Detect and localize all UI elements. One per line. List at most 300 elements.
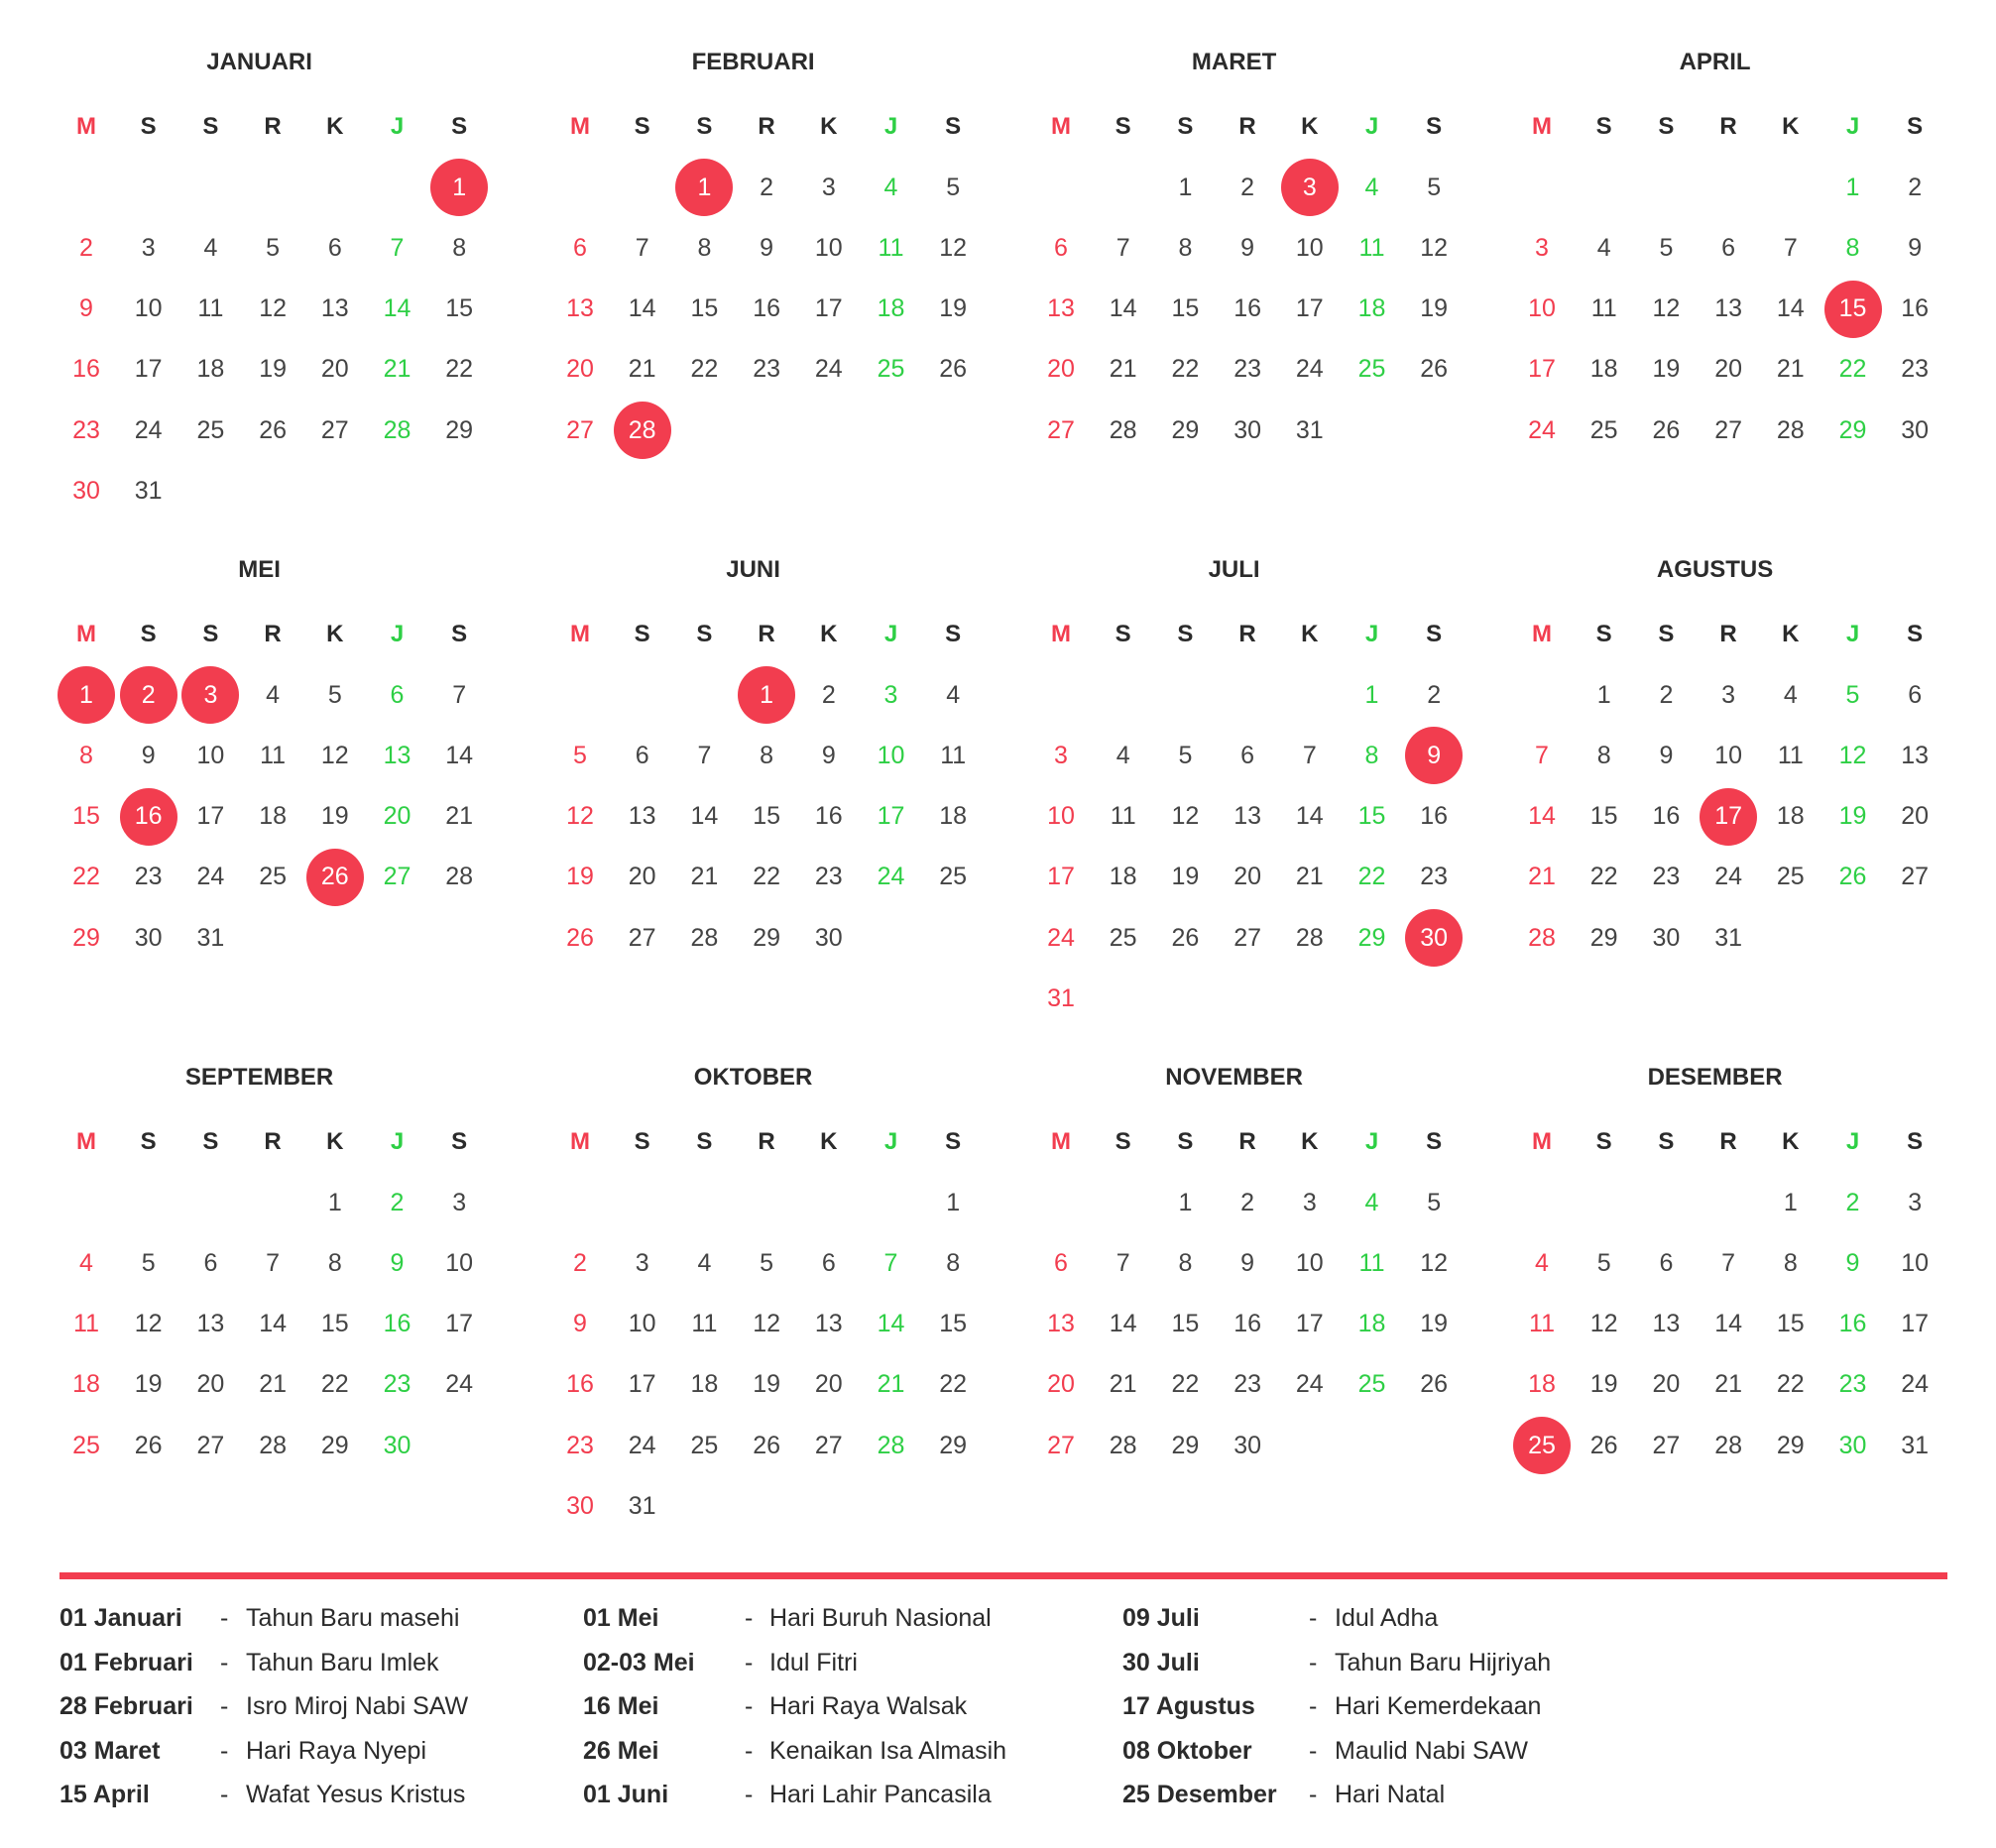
day: 7 [452, 680, 467, 709]
day: 18 [196, 355, 225, 384]
day: 29 [1589, 923, 1618, 952]
holiday-day: 3 [181, 666, 239, 724]
day: 13 [814, 1310, 843, 1338]
day: 13 [1901, 741, 1930, 769]
day: 22 [72, 863, 100, 891]
day: 10 [445, 1248, 474, 1277]
month-oktober [553, 1063, 1019, 1539]
day: 4 [1535, 1248, 1549, 1277]
day: 17 [1047, 863, 1075, 891]
day: 16 [566, 1370, 594, 1399]
day: 4 [1364, 1188, 1379, 1216]
weekday-label: S [634, 621, 650, 647]
day: 6 [635, 741, 649, 769]
weekday-label: J [390, 621, 405, 647]
day: 23 [1838, 1370, 1867, 1399]
legend-separator: - [1309, 1604, 1318, 1632]
weekday-label: S [1658, 621, 1675, 647]
legend-separator: - [1309, 1692, 1318, 1720]
day: 15 [320, 1310, 349, 1338]
day: 8 [452, 233, 467, 262]
day: 15 [1171, 1310, 1200, 1338]
month-maret [1034, 48, 1500, 523]
weekday-label: S [1177, 1128, 1194, 1155]
day: 4 [203, 233, 218, 262]
legend-holiday-name: Idul Fitri [769, 1648, 858, 1676]
day: 3 [1302, 1188, 1317, 1216]
day: 12 [1420, 233, 1449, 262]
day: 28 [259, 1431, 287, 1459]
day: 27 [566, 415, 594, 444]
day: 14 [877, 1310, 905, 1338]
day: 22 [445, 355, 474, 384]
day: 12 [134, 1310, 163, 1338]
day: 21 [1528, 863, 1556, 891]
weekday-label: S [140, 1128, 157, 1155]
legend-date: 01 Mei [583, 1604, 659, 1632]
weekday-label: S [1115, 621, 1131, 647]
day: 27 [628, 923, 656, 952]
day: 2 [1908, 173, 1923, 201]
day: 5 [1178, 741, 1193, 769]
day: 15 [753, 802, 780, 831]
day: 3 [141, 233, 156, 262]
day: 18 [1589, 355, 1618, 384]
day: 16 [1420, 802, 1449, 831]
day: 29 [445, 415, 474, 444]
legend-holiday-name: Tahun Baru Imlek [246, 1648, 439, 1676]
day: 9 [1240, 1248, 1255, 1277]
day: 13 [196, 1310, 225, 1338]
day: 23 [566, 1431, 594, 1459]
weekday-label: J [883, 113, 898, 140]
day: 23 [814, 863, 843, 891]
day: 17 [814, 294, 843, 323]
weekday-label: J [1364, 1128, 1379, 1155]
day: 29 [1357, 923, 1386, 952]
day: 13 [628, 802, 656, 831]
day: 24 [814, 355, 843, 384]
day: 25 [1589, 415, 1618, 444]
day: 21 [628, 355, 656, 384]
day: 11 [1358, 233, 1385, 262]
day: 18 [1109, 863, 1137, 891]
day: 8 [697, 233, 712, 262]
day: 26 [134, 1431, 163, 1459]
day: 19 [566, 863, 594, 891]
weekday-label: S [1595, 1128, 1612, 1155]
day: 17 [1528, 355, 1556, 384]
day: 28 [877, 1431, 905, 1459]
day: 12 [1589, 1310, 1618, 1338]
day: 22 [753, 863, 780, 891]
month-desember [1515, 1063, 1981, 1539]
holiday-day: 17 [1700, 788, 1757, 846]
day: 25 [1776, 863, 1805, 891]
day: 23 [1420, 863, 1449, 891]
day: 13 [1652, 1310, 1681, 1338]
day: 8 [760, 741, 774, 769]
legend-separator: - [745, 1736, 754, 1765]
holiday-day: 1 [58, 666, 115, 724]
day: 14 [1714, 1310, 1742, 1338]
legend-row [0, 1643, 1884, 1682]
weekday-label: S [1115, 1128, 1131, 1155]
legend-holiday-name: Hari Natal [1335, 1781, 1446, 1808]
day: 6 [573, 233, 587, 262]
day: 7 [390, 233, 405, 262]
day: 28 [1776, 415, 1805, 444]
legend-row [0, 1731, 1884, 1771]
weekday-label: S [1177, 621, 1194, 647]
legend-holiday-name: Kenaikan Isa Almasih [769, 1736, 1007, 1765]
day: 23 [1233, 355, 1261, 384]
day: 9 [1659, 741, 1674, 769]
day: 1 [1783, 1188, 1798, 1216]
day: 30 [383, 1431, 411, 1459]
weekday-label: M [1051, 1128, 1071, 1155]
legend-separator: - [220, 1692, 229, 1720]
day: 30 [72, 477, 100, 505]
weekday-label: R [1719, 113, 1737, 140]
weekday-label: M [570, 1128, 590, 1155]
weekday-label: J [883, 621, 898, 647]
legend-holiday-name: Wafat Yesus Kristus [246, 1781, 466, 1808]
day: 10 [1295, 1248, 1324, 1277]
day: 8 [946, 1248, 961, 1277]
day: 7 [1721, 1248, 1736, 1277]
weekday-label: M [1532, 1128, 1552, 1155]
weekday-label: R [758, 113, 775, 140]
weekday-label: R [1238, 113, 1256, 140]
day: 16 [1901, 294, 1930, 323]
weekday-label: M [570, 621, 590, 647]
day: 22 [939, 1370, 968, 1399]
day: 4 [266, 680, 281, 709]
day: 13 [383, 741, 411, 769]
day: 12 [1171, 802, 1200, 831]
day: 24 [134, 415, 163, 444]
day: 27 [196, 1431, 225, 1459]
day: 7 [635, 233, 649, 262]
weekday-label: J [1364, 621, 1379, 647]
day: 28 [1295, 923, 1324, 952]
day: 16 [1233, 1310, 1261, 1338]
day: 15 [445, 294, 474, 323]
day: 14 [1109, 294, 1137, 323]
day: 10 [1295, 233, 1324, 262]
month-september [59, 1063, 526, 1539]
day: 11 [878, 233, 904, 262]
day: 27 [1047, 415, 1075, 444]
day: 18 [939, 802, 968, 831]
day: 18 [877, 294, 905, 323]
legend-holiday-name: Hari Raya Nyepi [246, 1736, 427, 1765]
day: 29 [753, 923, 780, 952]
day: 26 [939, 355, 968, 384]
month-april [1515, 48, 1981, 523]
day: 24 [1714, 863, 1742, 891]
holiday-day: 1 [738, 666, 795, 724]
day: 2 [390, 1188, 405, 1216]
day: 22 [1838, 355, 1867, 384]
day: 16 [383, 1310, 411, 1338]
day: 2 [1240, 1188, 1255, 1216]
day: 2 [1845, 1188, 1860, 1216]
day: 30 [1233, 415, 1261, 444]
day: 2 [1427, 680, 1442, 709]
day: 30 [814, 923, 843, 952]
day: 17 [877, 802, 905, 831]
day: 8 [1596, 741, 1611, 769]
holiday-day: 25 [1513, 1417, 1571, 1474]
day: 30 [1652, 923, 1681, 952]
day: 3 [452, 1188, 467, 1216]
day: 8 [1783, 1248, 1798, 1277]
day: 5 [1596, 1248, 1611, 1277]
day: 6 [1721, 233, 1736, 262]
day: 18 [690, 1370, 719, 1399]
day: 18 [1357, 1310, 1386, 1338]
legend-date: 09 Juli [1122, 1604, 1200, 1632]
weekday-label: R [1238, 1128, 1256, 1155]
day: 26 [1652, 415, 1681, 444]
month-mei [59, 555, 526, 1031]
day: 12 [1652, 294, 1681, 323]
day: 7 [1115, 1248, 1130, 1277]
day: 20 [1901, 802, 1930, 831]
day: 20 [320, 355, 349, 384]
weekday-label: R [1719, 1128, 1737, 1155]
holiday-legend [0, 1598, 1996, 1836]
day: 30 [1233, 1431, 1261, 1459]
month-title: JUNI [726, 556, 780, 583]
holiday-day: 26 [306, 849, 364, 906]
day: 15 [1357, 802, 1386, 831]
weekday-label: S [202, 621, 219, 647]
day: 24 [1047, 923, 1075, 952]
day: 25 [877, 355, 905, 384]
day: 25 [196, 415, 225, 444]
weekday-label: J [1845, 1128, 1860, 1155]
weekday-label: S [451, 113, 468, 140]
legend-holiday-name: Tahun Baru Hijriyah [1335, 1648, 1552, 1676]
weekday-label: S [202, 1128, 219, 1155]
day: 3 [1908, 1188, 1923, 1216]
holiday-day: 1 [675, 159, 733, 216]
day: 6 [327, 233, 342, 262]
day: 15 [939, 1310, 968, 1338]
legend-date: 30 Juli [1122, 1648, 1200, 1676]
day: 26 [566, 923, 594, 952]
legend-date: 28 Februari [59, 1692, 193, 1720]
day: 22 [1357, 863, 1386, 891]
day: 6 [1240, 741, 1255, 769]
weekday-label: S [140, 621, 157, 647]
legend-holiday-name: Hari Kemerdekaan [1335, 1692, 1542, 1720]
day: 11 [1590, 294, 1617, 323]
day: 9 [390, 1248, 405, 1277]
day: 14 [1776, 294, 1805, 323]
day: 2 [821, 680, 836, 709]
weekday-label: K [1782, 621, 1800, 647]
day: 23 [753, 355, 780, 384]
day: 9 [1240, 233, 1255, 262]
day: 21 [877, 1370, 905, 1399]
weekday-label: S [202, 113, 219, 140]
day: 22 [320, 1370, 349, 1399]
day: 15 [1171, 294, 1200, 323]
day: 25 [1357, 355, 1386, 384]
weekday-label: K [326, 621, 344, 647]
month-agustus [1515, 555, 1981, 1031]
legend-date: 03 Maret [59, 1736, 161, 1765]
day: 26 [259, 415, 287, 444]
day: 6 [1659, 1248, 1674, 1277]
day: 9 [141, 741, 156, 769]
weekday-label: S [1177, 113, 1194, 140]
legend-separator: - [745, 1781, 754, 1808]
weekday-label: S [1426, 1128, 1443, 1155]
weekday-label: S [1595, 113, 1612, 140]
weekday-label: K [326, 113, 344, 140]
day: 8 [1364, 741, 1379, 769]
day: 20 [196, 1370, 225, 1399]
month-title: JULI [1208, 556, 1260, 583]
day: 21 [1295, 863, 1324, 891]
legend-holiday-name: Tahun Baru masehi [246, 1604, 460, 1632]
day: 19 [320, 802, 349, 831]
legend-row [0, 1775, 1884, 1814]
day: 5 [327, 680, 342, 709]
day: 8 [1178, 1248, 1193, 1277]
weekday-label: K [820, 1128, 838, 1155]
weekday-label: S [1426, 621, 1443, 647]
weekday-label: K [1782, 113, 1800, 140]
day: 31 [1295, 415, 1324, 444]
day: 4 [1783, 680, 1798, 709]
day: 17 [1295, 294, 1324, 323]
day: 31 [196, 923, 225, 952]
weekday-label: R [1238, 621, 1256, 647]
weekday-label: S [634, 113, 650, 140]
legend-date: 08 Oktober [1122, 1736, 1252, 1765]
weekday-label: R [264, 113, 282, 140]
weekday-label: S [696, 1128, 713, 1155]
day: 3 [1721, 680, 1736, 709]
day: 27 [814, 1431, 843, 1459]
month-februari [553, 48, 1019, 523]
month-title: OKTOBER [693, 1064, 813, 1091]
day: 11 [940, 741, 967, 769]
day: 20 [628, 863, 656, 891]
holiday-day: 15 [1824, 281, 1882, 338]
day: 10 [1714, 741, 1742, 769]
legend-date: 17 Agustus [1122, 1692, 1255, 1720]
day: 31 [1901, 1431, 1930, 1459]
day: 26 [1420, 355, 1449, 384]
day: 17 [445, 1310, 474, 1338]
weekday-label: R [264, 621, 282, 647]
month-november [1034, 1063, 1500, 1539]
day: 20 [383, 802, 411, 831]
legend-holiday-name: Maulid Nabi SAW [1335, 1736, 1528, 1765]
day: 8 [1845, 233, 1860, 262]
legend-separator: - [220, 1648, 229, 1676]
legend-separator: - [220, 1781, 229, 1808]
day: 21 [1714, 1370, 1742, 1399]
holiday-day: 16 [120, 788, 177, 846]
day: 19 [939, 294, 968, 323]
day: 5 [1659, 233, 1674, 262]
weekday-label: M [1532, 113, 1552, 140]
day: 10 [628, 1310, 656, 1338]
day: 13 [1233, 802, 1261, 831]
day: 9 [79, 294, 93, 323]
day: 19 [1171, 863, 1200, 891]
weekday-label: S [451, 621, 468, 647]
weekday-label: J [883, 1128, 898, 1155]
day: 4 [1115, 741, 1130, 769]
day: 20 [566, 355, 594, 384]
day: 17 [1901, 1310, 1930, 1338]
day: 1 [1178, 173, 1193, 201]
weekday-label: M [76, 1128, 96, 1155]
day: 12 [1420, 1248, 1449, 1277]
day: 5 [573, 741, 587, 769]
day: 18 [1776, 802, 1805, 831]
day: 2 [1659, 680, 1674, 709]
day: 6 [821, 1248, 836, 1277]
legend-date: 02-03 Mei [583, 1648, 695, 1676]
day: 11 [1110, 802, 1136, 831]
day: 5 [1845, 680, 1860, 709]
weekday-label: J [390, 113, 405, 140]
day: 5 [266, 233, 281, 262]
month-title: MEI [238, 556, 281, 583]
day: 14 [445, 741, 474, 769]
day: 25 [1109, 923, 1137, 952]
legend-date: 01 Februari [59, 1648, 193, 1676]
day: 18 [259, 802, 287, 831]
day: 29 [1171, 1431, 1200, 1459]
day: 13 [320, 294, 349, 323]
weekday-label: J [1845, 113, 1860, 140]
day: 19 [1420, 294, 1449, 323]
day: 7 [1115, 233, 1130, 262]
day: 19 [1589, 1370, 1618, 1399]
day: 13 [566, 294, 594, 323]
day: 28 [445, 863, 474, 891]
day: 31 [134, 477, 163, 505]
day: 19 [1420, 1310, 1449, 1338]
day: 24 [1295, 1370, 1324, 1399]
day: 29 [939, 1431, 968, 1459]
weekday-label: S [1426, 113, 1443, 140]
day: 10 [1901, 1248, 1930, 1277]
day: 7 [1535, 741, 1549, 769]
day: 11 [691, 1310, 718, 1338]
legend-separator: - [745, 1692, 754, 1720]
weekday-label: S [1907, 621, 1924, 647]
month-title: SEPTEMBER [184, 1064, 334, 1091]
weekday-label: K [1301, 113, 1319, 140]
weekday-label: S [1115, 113, 1131, 140]
day: 28 [1109, 1431, 1137, 1459]
day: 13 [1047, 294, 1075, 323]
day: 27 [1652, 1431, 1681, 1459]
day: 26 [1420, 1370, 1449, 1399]
